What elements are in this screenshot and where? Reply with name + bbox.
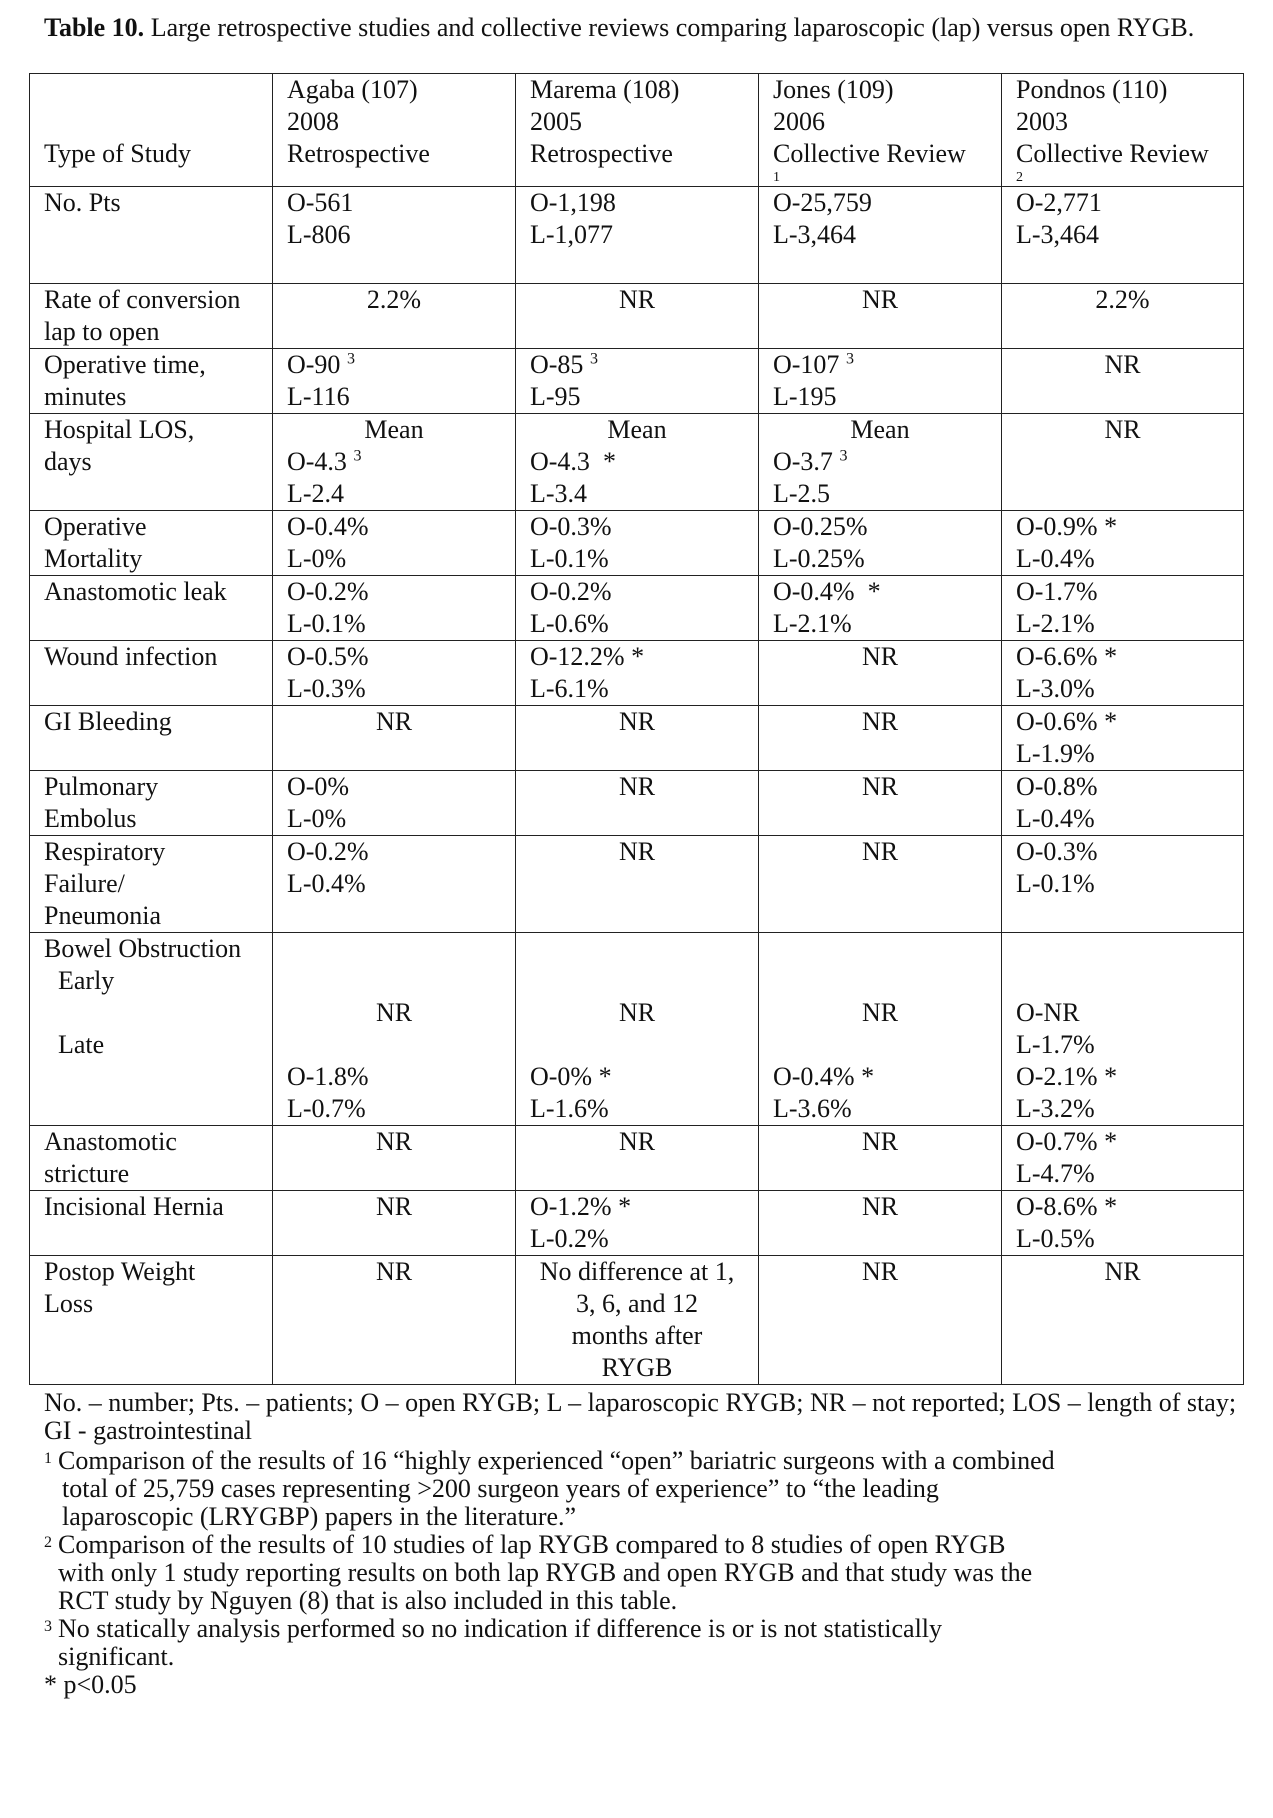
- table-cell: O-0.2% L-0.1%: [273, 576, 516, 641]
- table-cell: O-0% L-0%: [273, 771, 516, 836]
- study-year: 2006: [773, 107, 825, 136]
- type-of-study-label: Type of Study: [44, 139, 191, 168]
- table-cell: NR: [516, 1126, 759, 1191]
- table-cell: O-85 $^3$ L-95: [516, 349, 759, 414]
- table-notes: [44, 1389, 1254, 1699]
- table-cell: NR: [759, 284, 1002, 349]
- table-cell: NR: [759, 1191, 1002, 1256]
- table-cell: O-561 L-806: [273, 187, 516, 284]
- study-author: Pondnos (110): [1016, 75, 1168, 104]
- table-row-stricture: [30, 1126, 1244, 1191]
- study-year: 2003: [1016, 107, 1068, 136]
- table-cell: NR: [516, 706, 759, 771]
- study-header-jones: [759, 74, 1002, 187]
- row-label: Pulmonary Embolus: [30, 771, 273, 836]
- table-cell: O-0.4% * L-2.1%: [759, 576, 1002, 641]
- study-type: Retrospective: [287, 139, 430, 168]
- table-cell: O-12.2% * L-6.1%: [516, 641, 759, 706]
- table-cell: Mean O-4.3 * L-3.4: [516, 414, 759, 511]
- table-cell: NR: [759, 1126, 1002, 1191]
- table-cell: O-0.2% L-0.4%: [273, 836, 516, 933]
- table-row-hospital-los: [30, 414, 1244, 511]
- table-row-bowel-obstruction: [30, 933, 1244, 1126]
- row-label: Rate of conversion lap to open: [30, 284, 273, 349]
- table-cell: O-0.8% L-0.4%: [1002, 771, 1244, 836]
- row-label: Bowel Obstruction Early Late: [30, 933, 273, 1126]
- table-cell: O-0.7% * L-4.7%: [1002, 1126, 1244, 1191]
- study-author: Jones (109): [773, 75, 894, 104]
- table-cell: NR O-0.4% * L-3.6%: [759, 933, 1002, 1126]
- abbreviations-note: No. – number; Pts. – patients; O – open RYGB; L – laparoscopic RYGB; NR – not reported; LOS – length of stay; GI - gastrointestinal: [44, 1388, 1237, 1445]
- table-row-wound: [30, 641, 1244, 706]
- table-cell: Mean O-3.7 $^3$ L-2.5: [759, 414, 1002, 511]
- table-cell: O-107 $^3$ L-195: [759, 349, 1002, 414]
- footnote-2: 2 Comparison of the results of 10 studies of lap RYGB compared to 8 studies of open RYGB with only 1 study reporting results on both lap RYGB and open RYGB and that study was the RCT study by Nguyen (8) that is also included in this table.: [44, 1530, 1033, 1615]
- footnote-marker: 2: [1016, 170, 1023, 185]
- table-cell: O-0.2% L-0.6%: [516, 576, 759, 641]
- table-cell: NR: [273, 706, 516, 771]
- table-cell: O-25,759 L-3,464: [759, 187, 1002, 284]
- table-cell: NR: [273, 1126, 516, 1191]
- table-cell: 2.2%: [273, 284, 516, 349]
- table-cell: O-1.2% * L-0.2%: [516, 1191, 759, 1256]
- table-row-operative-time: [30, 349, 1244, 414]
- table-row-weight-loss: [30, 1256, 1244, 1385]
- row-label: Postop Weight Loss: [30, 1256, 273, 1385]
- table-cell: O-8.6% * L-0.5%: [1002, 1191, 1244, 1256]
- row-label: GI Bleeding: [30, 706, 273, 771]
- caption-text: Large retrospective studies and collective reviews comparing laparoscopic (lap) versus open RYGB.: [150, 13, 1195, 42]
- table-cell: O-0.6% * L-1.9%: [1002, 706, 1244, 771]
- table-cell: NR: [516, 284, 759, 349]
- table-cell: NR: [1002, 1256, 1244, 1385]
- table-caption: [44, 12, 1234, 44]
- row-label: Incisional Hernia: [30, 1191, 273, 1256]
- header-row-label-cell: [30, 74, 273, 187]
- study-header-pondnos: [1002, 74, 1244, 187]
- table-row-incisional-hernia: [30, 1191, 1244, 1256]
- table-cell: NR: [1002, 414, 1244, 511]
- table-row-gi-bleeding: [30, 706, 1244, 771]
- table-cell: NR: [273, 1191, 516, 1256]
- caption-label: Table 10.: [44, 13, 145, 42]
- row-label: Anastomotic stricture: [30, 1126, 273, 1191]
- study-year: 2005: [530, 107, 582, 136]
- table-cell: NR: [759, 641, 1002, 706]
- footnote-1: 1 Comparison of the results of 16 “highly experienced “open” bariatric surgeons with a combined total of 25,759 cases representing >200 surgeon years of experience” to “the leading laparoscopic (LRYGBP) papers in the literature.”: [44, 1446, 1055, 1531]
- table-cell: NR: [759, 706, 1002, 771]
- table-cell: Mean O-4.3 $^3$ L-2.4: [273, 414, 516, 511]
- study-author: Marema (108): [530, 75, 680, 104]
- table-row-conversion: [30, 284, 1244, 349]
- table-cell: No difference at 1, 3, 6, and 12 months after RYGB: [516, 1256, 759, 1385]
- study-type: Retrospective: [530, 139, 673, 168]
- table-cell: NR: [759, 771, 1002, 836]
- table-cell: O-90 $^3$ L-116: [273, 349, 516, 414]
- table-cell: O-0.25% L-0.25%: [759, 511, 1002, 576]
- study-type: Collective Review: [773, 139, 966, 168]
- table-row-respiratory: [30, 836, 1244, 933]
- header-row: [30, 74, 1244, 187]
- study-header-marema: [516, 74, 759, 187]
- table-row-pts: [30, 187, 1244, 284]
- row-label: Respiratory Failure/ Pneumonia: [30, 836, 273, 933]
- table-cell: NR: [759, 836, 1002, 933]
- table-row-pulmonary-embolus: [30, 771, 1244, 836]
- footnote-3: 3 No statically analysis performed so no indication if difference is or is not statistically significant.: [44, 1614, 943, 1671]
- table-cell: O-NR L-1.7% O-2.1% * L-3.2%: [1002, 933, 1244, 1126]
- comparison-table: [29, 73, 1244, 1385]
- table-cell: NR O-1.8% L-0.7%: [273, 933, 516, 1126]
- table-cell: NR: [759, 1256, 1002, 1385]
- study-header-agaba: [273, 74, 516, 187]
- table-cell: O-0.4% L-0%: [273, 511, 516, 576]
- row-label: Operative time, minutes: [30, 349, 273, 414]
- row-label: Anastomotic leak: [30, 576, 273, 641]
- table-cell: NR: [273, 1256, 516, 1385]
- table-cell: NR: [1002, 349, 1244, 414]
- table-cell: 2.2%: [1002, 284, 1244, 349]
- table-row-mortality: [30, 511, 1244, 576]
- table-cell: NR O-0% * L-1.6%: [516, 933, 759, 1126]
- study-year: 2008: [287, 107, 339, 136]
- significance-note: * p<0.05: [44, 1670, 137, 1699]
- row-label: Wound infection: [30, 641, 273, 706]
- footnote-marker: 1: [773, 170, 780, 185]
- table-cell: O-0.3% L-0.1%: [1002, 836, 1244, 933]
- row-label: Hospital LOS, days: [30, 414, 273, 511]
- study-author: Agaba (107): [287, 75, 418, 104]
- table-cell: NR: [516, 771, 759, 836]
- table-cell: O-1,198 L-1,077: [516, 187, 759, 284]
- table-cell: O-1.7% L-2.1%: [1002, 576, 1244, 641]
- table-cell: O-0.9% * L-0.4%: [1002, 511, 1244, 576]
- table-cell: O-0.3% L-0.1%: [516, 511, 759, 576]
- row-label: No. Pts: [30, 187, 273, 284]
- table-row-leak: [30, 576, 1244, 641]
- table-cell: O-2,771 L-3,464: [1002, 187, 1244, 284]
- row-label: Operative Mortality: [30, 511, 273, 576]
- document-page: [44, 12, 1244, 1699]
- table-cell: O-6.6% * L-3.0%: [1002, 641, 1244, 706]
- study-type: Collective Review: [1016, 139, 1209, 168]
- table-cell: NR: [516, 836, 759, 933]
- table-cell: O-0.5% L-0.3%: [273, 641, 516, 706]
